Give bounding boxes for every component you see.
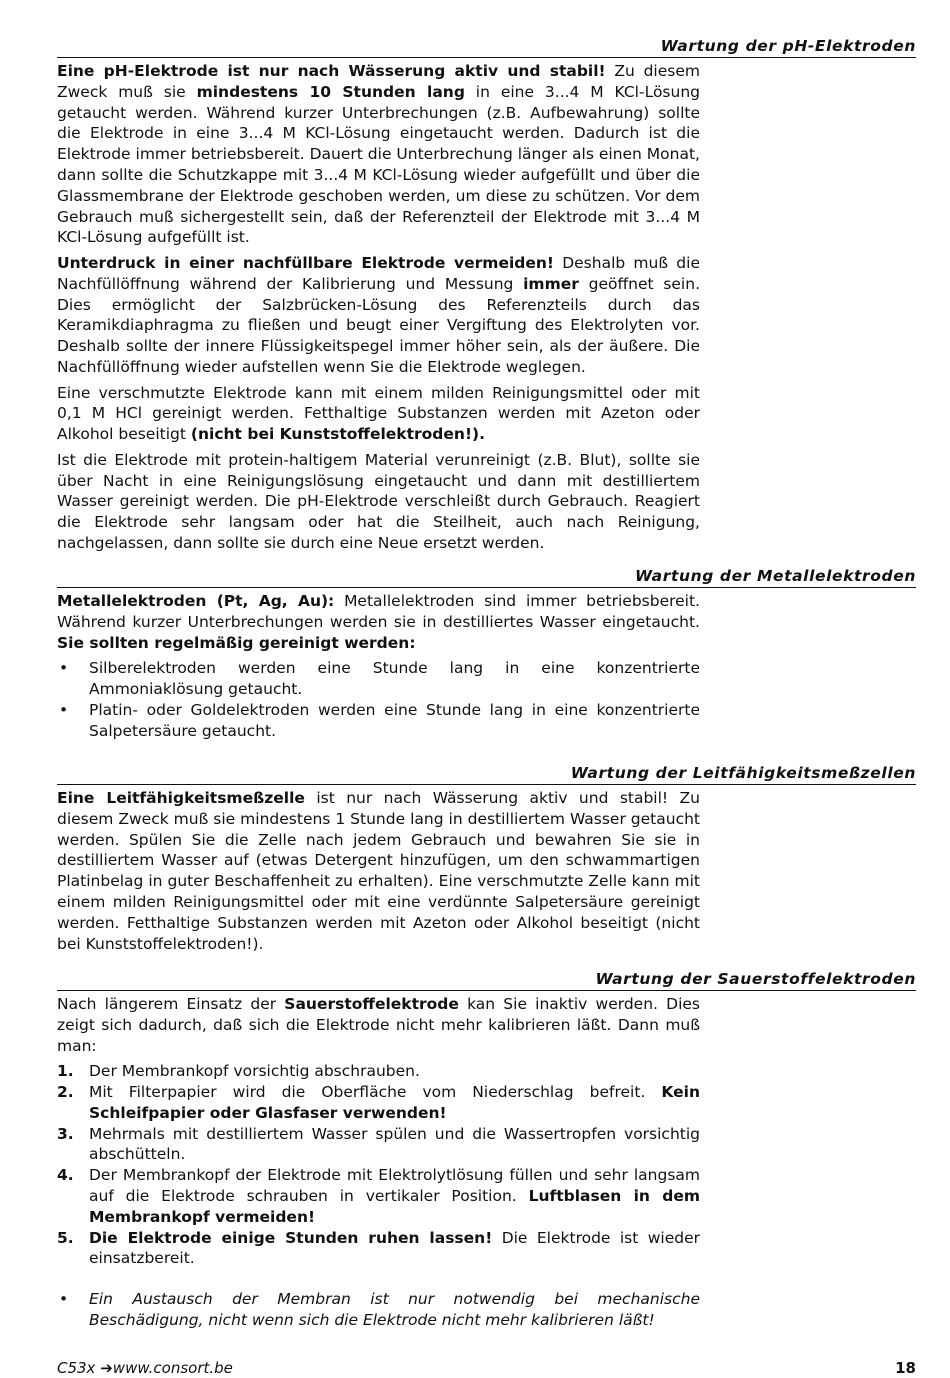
bullet-icon: • (59, 1290, 69, 1309)
section-body-ph (57, 61, 700, 559)
footer-url-link[interactable]: www.consort.be (112, 1359, 233, 1377)
text-run: Nach längerem Einsatz der (57, 995, 285, 1013)
text-run: ist nur nach Wässerung aktiv und stabil! Zu diesem Zweck muß sie mindestens 1 Stunde lang in destilliertem Wasser getaucht werden. Spülen Sie die Zelle nach jedem Gebrauch und bewahren Sie sie in destilliertem Wasser auf (etwas Detergent hinzufügen, um den schwammartigen Platinbelag in guter Beschaffenheit zu erhalten). Eine verschmutzte Zelle kann mit einem milden Reinigungsmittel oder mit eine verdünnte Salpetersäure gereinigt werden. Fetthaltige Substanzen werden mit Azeton oder Alkohol beseitigt (nicht bei Kunststoffelektroden!). (57, 789, 700, 953)
step-text (89, 1125, 700, 1164)
bold-text-run: Metallelektroden (Pt, Ag, Au): (57, 592, 335, 610)
step-text (89, 1166, 700, 1226)
text-run: kan Sie inaktiv werden. Dies zeigt sich dadurch, daß sich die Elektrode nicht mehr kalibrieren läßt. Dann muß man: (57, 995, 700, 1055)
page-number: 18 (895, 1359, 916, 1377)
text-run: Mit Filterpapier wird die Oberfläche vom Niederschlag befreit. (89, 1082, 662, 1101)
ph-paragraph-2 (57, 253, 700, 378)
bullet-icon: • (59, 659, 69, 678)
bullet-icon: • (59, 700, 69, 719)
step-item (57, 1228, 700, 1270)
bold-text-run: Sie sollten regelmäßig gereinigt werden: (57, 633, 416, 652)
membrane-note: Ein Austausch der Membran ist nur notwendig bei mechanische Beschädigung, nicht wenn sich die Elektrode nicht mehr kalibrieren läßt! (89, 1290, 700, 1329)
ph-paragraph-1 (57, 61, 700, 248)
step-item (57, 1165, 700, 1227)
list-item-text: Platin- oder Goldelektroden werden eine Stunde lang in eine konzentrierte Salpetersäure getaucht. (89, 700, 700, 740)
step-number: 5. (57, 1228, 74, 1247)
section-body-conductivity (57, 788, 700, 959)
step-number: 4. (57, 1166, 74, 1185)
step-item (57, 1124, 700, 1166)
metal-cleaning-list (57, 658, 700, 741)
text-run: Die Elektrode ist wieder einsatzbereit. (89, 1228, 700, 1268)
bold-text-run: Kein Schleifpapier oder Glasfaser verwenden! (89, 1082, 700, 1122)
list-item (57, 700, 700, 742)
bold-text-run: Die Elektrode einige Stunden ruhen lassen! (89, 1228, 493, 1247)
bold-text-run: Luftblasen in dem Membrankopf vermeiden! (89, 1186, 700, 1226)
text-run: Deshalb muß die Nachfüllöffnung während der Kalibrierung und Messung (57, 253, 700, 293)
bold-text-run: (nicht bei Kunststoffelektroden!). (190, 425, 485, 444)
oxygen-note-list (57, 1289, 700, 1331)
step-item (57, 1082, 700, 1124)
bold-text-run: Eine Leitfähigkeitsmeßzelle (57, 789, 305, 807)
section-body-metal (57, 591, 700, 741)
bold-text-run: Eine pH-Elektrode ist nur nach Wässerung aktiv und stabil! (57, 62, 606, 80)
arrow-right-icon: ➔ (100, 1359, 113, 1377)
text-run: Der Membrankopf vorsichtig abschrauben. (89, 1062, 420, 1081)
text-run: Eine verschmutzte Elektrode kann mit einem milden Reinigungsmittel oder mit 0,1 M HCl gereinigt werden. Fetthaltige Substanzen werden mit Azeton oder Alkohol beseitigt (57, 383, 700, 444)
footer-model: C53x (57, 1359, 101, 1377)
bold-text-run: Unterdruck in einer nachfüllbare Elektrode vermeiden! (57, 253, 554, 272)
step-text (89, 1083, 700, 1122)
list-item-text: Silberelektroden werden eine Stunde lang in eine konzentrierte Ammoniaklösung getaucht. (89, 659, 700, 698)
section-body-oxygen (57, 994, 700, 1331)
bold-text-run: mindestens 10 Stunden lang (196, 82, 465, 101)
step-number: 3. (57, 1124, 74, 1143)
footer-reference (57, 1359, 233, 1377)
text-run: Der Membrankopf der Elektrode mit Elektrolytlösung füllen und sehr langsam auf die Elektrode schrauben in vertikaler Position. (89, 1166, 700, 1205)
text-run: geöffnet sein. Dies ermöglicht der Salzbrücken-Lösung des Referenzteils durch das Keramikdiaphragma zu fließen und beugt einer Vergiftung des Elektrolyten vor. Deshalb sollte der innere Flüssigkeitspegel immer höher sein, als der äußere. Die Nachfüllöffnung wieder aufstellen wenn Sie die Elektrode weglegen. (57, 274, 700, 376)
note-item (57, 1289, 700, 1331)
step-text (89, 1229, 700, 1268)
conductivity-paragraph-1 (57, 788, 700, 954)
section-heading-conductivity (57, 762, 916, 785)
text-run: in eine 3...4 M KCl-Lösung getaucht werden. Während kurzer Unterbrechungen (z.B. Aufbewahrung) sollte die Elektrode in eine 3...4 M KCl-Lösung eingetaucht werden. Dadurch ist die Elektrode immer betriebsbereit. Dauert die Unterbrechung länger als einen Monat, dann sollte die Schutzkappe mit 3...4 M KCl-Lösung wieder aufgefüllt und über die Glassmembrane der Elektrode geschoben werden, um diese zu schützen. Vor dem Gebrauch muß sichergestellt sein, daß der Referenzteil der Elektrode mit 3...4 M KCl-Lösung aufgefüllt ist. (57, 82, 700, 247)
section-heading-metal (57, 565, 916, 588)
section-title-oxygen: Wartung der Sauerstoffelektroden (595, 970, 916, 988)
section-title-conductivity: Wartung der Leitfähigkeitsmeßzellen (570, 764, 916, 782)
text-run: Mehrmals mit destilliertem Wasser spülen und die Wassertropfen vorsichtig abschütteln. (89, 1124, 700, 1164)
metal-paragraph-1 (57, 591, 700, 653)
section-heading-oxygen (57, 968, 916, 991)
step-number: 1. (57, 1062, 74, 1081)
bold-text-run: Sauerstoffelektrode (284, 995, 459, 1013)
text-run: Metallelektroden sind immer betriebsbereit. Während kurzer Unterbrechungen werden sie in destilliertes Wasser eingetaucht. (57, 592, 700, 631)
text-run: Zu diesem Zweck muß sie (57, 62, 700, 101)
ph-paragraph-4 (57, 450, 700, 554)
section-title-metal: Wartung der Metallelektroden (635, 567, 916, 585)
list-item (57, 658, 700, 700)
section-title-ph: Wartung der pH-Elektroden (660, 37, 916, 55)
oxygen-steps-list (57, 1061, 700, 1269)
step-text (89, 1062, 420, 1080)
ph-paragraph-3 (57, 383, 700, 445)
oxygen-paragraph-1 (57, 994, 700, 1056)
step-item (57, 1061, 700, 1082)
text-run: Ist die Elektrode mit protein-haltigem Material verunreinigt (z.B. Blut), sollte sie über Nacht in eine Reinigungslösung eingetaucht und dann mit destilliertem Wasser gereinigt werden. Die pH-Elektrode verschleißt durch Gebrauch. Reagiert die Elektrode sehr langsam oder hat die Steilheit, auch nach Reinigung, nachgelassen, dann sollte sie durch eine Neue ersetzt werden. (57, 450, 700, 552)
section-heading-ph (57, 35, 916, 58)
step-number: 2. (57, 1082, 74, 1101)
bold-text-run: immer (523, 274, 579, 293)
